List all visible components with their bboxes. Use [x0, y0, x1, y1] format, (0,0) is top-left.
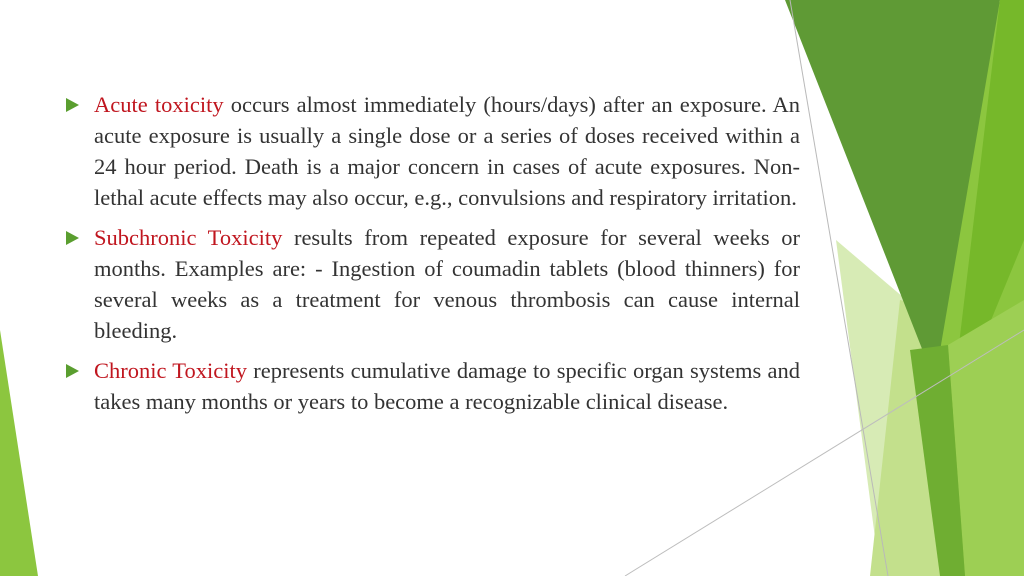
triangle-right-icon: [66, 98, 79, 112]
term-chronic-toxicity: Chronic Toxicity: [94, 358, 247, 383]
term-subchronic-toxicity: Subchronic Toxicity: [94, 225, 283, 250]
bullet-text: [94, 355, 800, 417]
term-acute-toxicity: Acute toxicity: [94, 92, 224, 117]
bullet-text: [94, 89, 800, 213]
description-acute-toxicity: occurs almost immediately (hours/days) after an exposure. An acute exposure is usually a single dose or a series of doses received within a 24 hour period. Death is a major concern in cases of acute exposures. Non-lethal acute effects may also occur, e.g., convulsions and respiratory irritation.: [94, 92, 801, 210]
bullet-chronic-toxicity: [66, 355, 800, 417]
description-chronic-toxicity: represents cumulative damage to specific organ systems and takes many months or years to become a recognizable clinical disease.: [94, 358, 800, 414]
bullet-acute-toxicity: [66, 89, 800, 213]
left-green-sliver: [0, 330, 38, 576]
slide-body: [66, 89, 800, 426]
triangle-right-icon: [66, 364, 79, 378]
description-subchronic-toxicity: results from repeated exposure for several weeks or months. Examples are: - Ingestion of coumadin tablets (blood thinners) for several weeks as a treatment for venous thrombosis can cause internal bleeding.: [94, 225, 800, 343]
bullet-subchronic-toxicity: [66, 222, 800, 346]
triangle-right-icon: [66, 231, 79, 245]
bullet-text: [94, 222, 800, 346]
